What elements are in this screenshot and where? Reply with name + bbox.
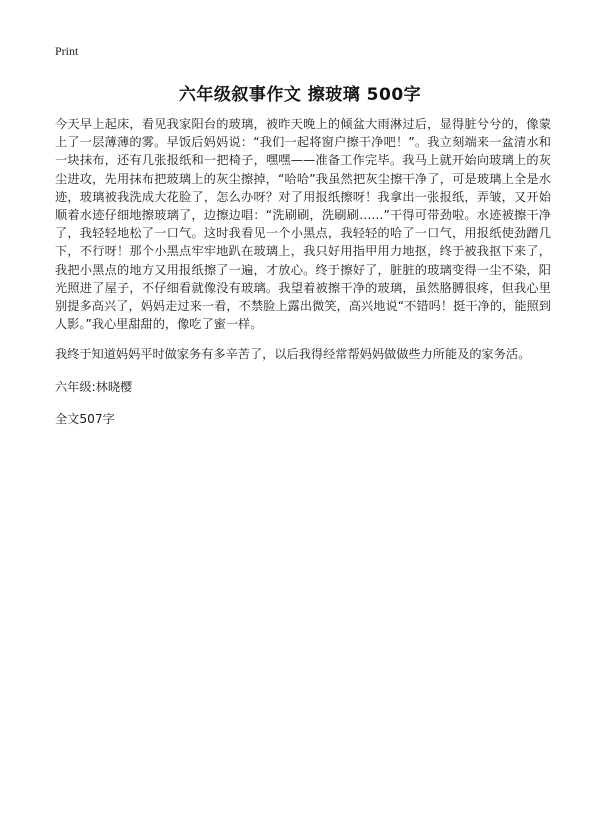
article-title: 六年级叙事作文 擦玻璃 500字: [178, 85, 422, 105]
author-line: 六年级:林晓樱: [55, 379, 133, 394]
paragraph-2: 我终于知道妈妈平时做家务有多辛苦了，以后我得经常帮妈妈做做些力所能及的家务活。: [55, 347, 531, 362]
article-body: [55, 115, 551, 442]
word-count: 全文507字: [55, 411, 115, 426]
print-link[interactable]: Print: [55, 44, 79, 58]
paragraph-1: 今天早上起床，看见我家阳台的玻璃，被昨天晚上的倾盆大雨淋过后，显得脏兮兮的，像蒙上了一层薄薄的雾。早饭后妈妈说：“我们一起将窗户擦干净吧！”。我立刻端来一盆清水和一块抹布，还有几张报纸和一把椅子，嘿嘿——准备工作完毕。我马上就开始向玻璃上的灰尘进攻，先用抹布把玻璃上的灰尘擦掉，“哈哈”我虽然把灰尘擦干净了，可是玻璃上全是水迹，玻璃被我洗成大花脸了，怎么办呀？对了用报纸擦呀！我拿出一张报纸，弄皱，又开始顺着水迹仔细地擦玻璃了，边擦边唱：“洗刷刷，洗刷刷……”干得可带劲啦。水迹被擦干净了，我轻轻地松了一口气。这时我看见一个小黑点，我轻轻的哈了一口气，用报纸使劲蹭几下，不行呀！那个小黑点牢牢地趴在玻璃上，我只好用指甲用力地抠，终于被我抠下来了，我把小黑点的地方又用报纸擦了一遍，才放心。终于擦好了，脏脏的玻璃变得一尘不染，阳光照进了屋子，不仔细看就像没有玻璃。我望着被擦干净的玻璃，虽然胳膊很疼，但我心里别提多高兴了，妈妈走过来一看，不禁脸上露出微笑，高兴地说“不错吗！挺干净的，能照到人影。”我心里甜甜的，像吃了蜜一样。: [55, 117, 551, 332]
